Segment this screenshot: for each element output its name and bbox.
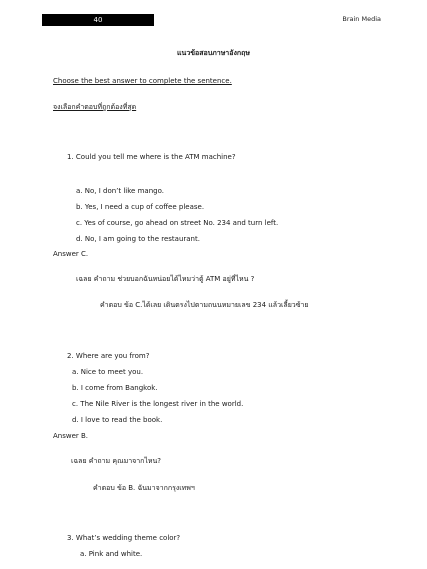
instruction-thai: จงเลือกคำตอบที่ถูกต้องที่สุด [53, 103, 137, 111]
question-2: 2. Where are you from? [67, 352, 150, 360]
question-3: 3. What’s wedding theme color? [67, 534, 181, 542]
page-title: แนวข้อสอบภาษาอังกฤษ [177, 49, 250, 57]
q1-option-b: b. Yes, I need a cup of coffee please. [76, 203, 205, 211]
q2-option-a: a. Nice to meet you. [72, 368, 144, 376]
q3-option-a: a. Pink and white. [80, 550, 143, 558]
instruction-english: Choose the best answer to complete the sentence. [53, 77, 232, 85]
q2-option-d: d. I love to read the book. [72, 416, 163, 424]
q1-option-a: a. No, I don’t like mango. [76, 187, 164, 195]
brand-label: Brain Media [342, 15, 381, 23]
q2-option-c: c. The Nile River is the longest river in the world. [72, 400, 244, 408]
q1-answer: Answer C. [53, 250, 89, 258]
q1-explanation-answer: คำตอบ ข้อ C.ได้เลย เดินตรงไปตามถนนหมายเลข 234 แล้วเลี้ยวซ้าย [100, 301, 309, 309]
q1-option-c: c. Yes of course, go ahead on street No. 234 and turn left. [76, 219, 279, 227]
page-number-tab: 40 [42, 14, 154, 26]
q1-option-d: d. No, I am going to the restaurant. [76, 235, 200, 243]
q2-option-b: b. I come from Bangkok. [72, 384, 158, 392]
q2-answer: Answer B. [53, 432, 89, 440]
question-1: 1. Could you tell me where is the ATM machine? [67, 153, 236, 161]
q1-explanation-question: เฉลย คำถาม ช่วยบอกฉันหน่อยได้ไหมว่าตู้ ATM อยู่ที่ไหน ? [76, 275, 255, 283]
q2-explanation-question: เฉลย คำถาม คุณมาจากไหน? [71, 457, 162, 465]
q2-explanation-answer: คำตอบ ข้อ B. ฉันมาจากกรุงเทพฯ [93, 484, 195, 492]
